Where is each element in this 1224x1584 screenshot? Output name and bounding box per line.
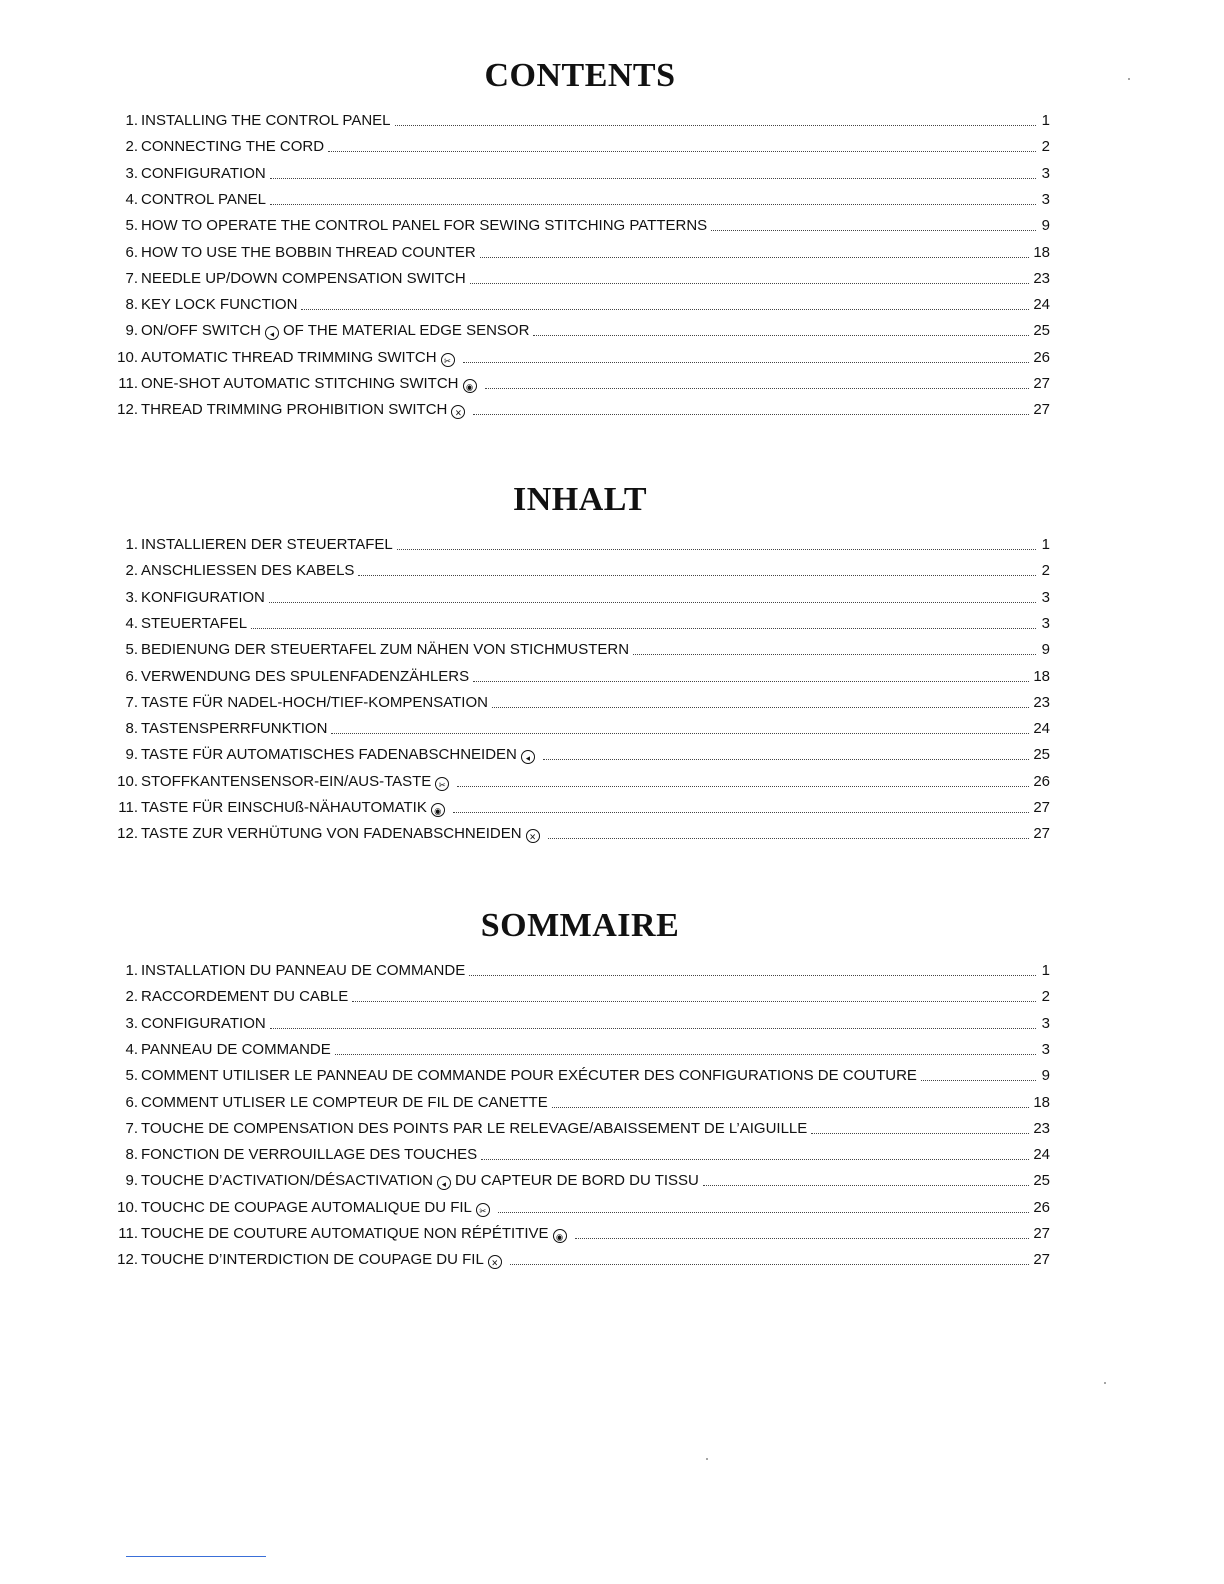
entry-label [138, 587, 265, 609]
entry-label [138, 560, 354, 582]
entry-label-text: PANNEAU DE COMMANDE [141, 1040, 331, 1058]
entry-label-text: COMMENT UTILISER LE PANNEAU DE COMMANDE POUR EXÉCUTER DES CONFIGURATIONS DE COUTURE [141, 1067, 917, 1085]
entry-page-number: 23 [1033, 693, 1050, 711]
toc-entry[interactable] [110, 1197, 1050, 1219]
toc-entry[interactable] [110, 268, 1050, 290]
dot-leader [811, 1133, 1029, 1134]
dot-leader [485, 388, 1030, 389]
toc-entry[interactable] [110, 110, 1050, 132]
toc-entry[interactable] [110, 242, 1050, 264]
dot-leader [481, 1159, 1029, 1160]
dot-leader [711, 230, 1036, 231]
entry-number: 11. [118, 1225, 138, 1242]
toc-entry[interactable] [110, 320, 1050, 342]
dot-leader [470, 283, 1030, 284]
entry-label-text: TASTE FÜR AUTOMATISCHES FADENABSCHNEIDEN [141, 746, 517, 764]
entry-number: 11. [118, 799, 138, 816]
entry-label-text: TOUCHE DE COMPENSATION DES POINTS PAR LE RELEVAGE/ABAISSEMENT DE L’AIGUILLE [141, 1119, 808, 1137]
toc-entry[interactable] [110, 136, 1050, 158]
toc-entry[interactable] [110, 1144, 1050, 1166]
entry-label-text: FONCTION DE VERROUILLAGE DES TOUCHES [141, 1146, 478, 1164]
toc-entry[interactable] [110, 1013, 1050, 1035]
entry-number: 7. [125, 269, 138, 287]
entry-label-text: VERWENDUNG DES SPULENFADENZÄHLERS [141, 667, 470, 685]
dot-leader [473, 414, 1029, 415]
entry-page-number: 18 [1033, 1093, 1050, 1111]
footer-rule [126, 1556, 266, 1557]
toc-entry[interactable] [110, 587, 1050, 609]
entry-number: 7. [125, 693, 138, 711]
dot-leader [331, 733, 1029, 734]
entry-label [138, 666, 469, 688]
entry-label-text: TASTE FÜR EINSCHUß-NÄHAUTOMATIK [141, 799, 427, 816]
toc-section [110, 56, 1050, 456]
entry-label-text: CONFIGURATION [141, 1014, 266, 1032]
entry-label-text: CONTROL PANEL [141, 190, 267, 208]
edge-sensor-icon: ◂ [437, 1176, 451, 1190]
toc-entry[interactable] [110, 744, 1050, 766]
toc-entry[interactable] [110, 986, 1050, 1008]
entry-page-number: 25 [1033, 322, 1050, 340]
entry-page-number: 27 [1033, 1225, 1050, 1242]
entry-label-text: TASTE FÜR NADEL-HOCH/TIEF-KOMPENSATION [141, 693, 488, 711]
entry-number: 6. [125, 667, 138, 685]
entry-label-text: INSTALLIEREN DER STEUERTAFEL [141, 536, 393, 553]
toc-entry[interactable] [110, 823, 1050, 845]
dot-leader [492, 707, 1029, 708]
dot-leader [328, 151, 1036, 152]
dot-leader [457, 786, 1029, 787]
entry-label [138, 399, 469, 421]
entry-number: 1. [125, 962, 138, 979]
entry-page-number: 24 [1033, 720, 1050, 738]
entry-page-number: 24 [1033, 1146, 1050, 1164]
dot-leader [533, 335, 1029, 336]
entry-label-text: RACCORDEMENT DU CABLE [141, 988, 349, 1006]
entry-number: 10. [117, 1198, 138, 1216]
entry-label [138, 639, 629, 661]
entry-page-number: 3 [1041, 1014, 1050, 1032]
dot-leader [358, 575, 1036, 576]
toc-entry[interactable] [110, 215, 1050, 237]
entry-number: 12. [117, 825, 138, 843]
entry-page-number: 18 [1033, 667, 1050, 685]
entry-page-number: 27 [1033, 799, 1050, 816]
entry-number: 8. [125, 1146, 138, 1164]
dot-leader [703, 1185, 1029, 1186]
trim-prohibit-icon: ✕ [451, 405, 465, 419]
dot-leader [552, 1107, 1030, 1108]
entry-label [138, 613, 247, 635]
entry-page-number: 3 [1041, 190, 1050, 208]
entry-page-number: 26 [1033, 348, 1050, 366]
entry-label-text: TASTENSPERRFUNKTION [141, 720, 328, 738]
entry-number: 5. [125, 1067, 138, 1085]
scan-speck [706, 1458, 708, 1460]
entry-label-text: KEY LOCK FUNCTION [141, 296, 298, 314]
entry-label [138, 718, 327, 740]
entry-page-number: 26 [1033, 772, 1050, 790]
entry-page-number: 25 [1033, 746, 1050, 764]
toc-section [110, 480, 1050, 880]
toc-entry[interactable] [110, 347, 1050, 369]
entry-label-text: CONNECTING THE CORD [141, 138, 325, 156]
entry-label-text: NEEDLE UP/DOWN COMPENSATION SWITCH [141, 269, 466, 287]
trim-prohibit-icon: ✕ [488, 1255, 502, 1269]
dot-leader [543, 759, 1029, 760]
dot-leader [301, 309, 1029, 310]
entry-number: 8. [125, 720, 138, 738]
entry-label-text: ONE-SHOT AUTOMATIC STITCHING SWITCH [141, 375, 459, 392]
entry-number: 7. [125, 1119, 138, 1137]
entry-page-number: 25 [1033, 1172, 1050, 1190]
entry-page-number: 24 [1033, 296, 1050, 314]
entry-label-continued: DU CAPTEUR DE BORD DU TISSU [454, 1172, 699, 1190]
thread-trim-icon: ✂ [476, 1203, 490, 1217]
entry-number: 4. [125, 190, 138, 208]
entry-label-text: STOFFKANTENSENSOR-EIN/AUS-TASTE [141, 772, 432, 790]
entry-label [138, 1144, 477, 1166]
entry-label [138, 534, 393, 556]
entry-label [138, 1013, 266, 1035]
toc-entry[interactable] [110, 1092, 1050, 1114]
dot-leader [453, 812, 1029, 813]
entry-page-number: 2 [1041, 562, 1050, 580]
entry-number: 9. [125, 1172, 138, 1190]
entry-label-continued: OF THE MATERIAL EDGE SENSOR [283, 322, 530, 340]
scan-speck [1104, 1382, 1106, 1384]
entry-page-number: 9 [1041, 641, 1050, 659]
entry-label-text: THREAD TRIMMING PROHIBITION SWITCH [141, 401, 448, 419]
entry-label [138, 347, 459, 369]
entry-label [138, 136, 324, 158]
one-shot-icon: ◉ [553, 1229, 567, 1243]
toc-entry[interactable] [110, 1170, 1050, 1192]
trim-prohibit-icon: ✕ [526, 829, 540, 843]
entry-number: 2. [125, 138, 138, 156]
entry-number: 3. [125, 164, 138, 182]
entry-page-number: 9 [1041, 217, 1050, 235]
entry-number: 10. [117, 348, 138, 366]
dot-leader [633, 654, 1036, 655]
entry-label [138, 1197, 494, 1219]
entry-label-text: TOUCHE D’INTERDICTION DE COUPAGE DU FIL [141, 1251, 484, 1269]
entry-label [138, 294, 297, 316]
dot-leader [269, 602, 1036, 603]
toc-entry[interactable] [110, 666, 1050, 688]
entry-page-number: 2 [1041, 138, 1050, 156]
entry-number: 4. [125, 614, 138, 632]
toc-entry[interactable] [110, 1039, 1050, 1061]
entry-label [138, 797, 449, 819]
entry-label [138, 1092, 548, 1114]
entry-label-text: AUTOMATIC THREAD TRIMMING SWITCH [141, 348, 437, 366]
entry-page-number: 9 [1041, 1067, 1050, 1085]
entry-page-number: 1 [1041, 536, 1050, 553]
entry-label [138, 823, 544, 845]
entry-label [138, 1065, 917, 1087]
entry-page-number: 27 [1033, 401, 1050, 419]
entry-label-text: ANSCHLIESSEN DES KABELS [141, 562, 355, 580]
toc-entry[interactable] [110, 294, 1050, 316]
scan-speck [1128, 78, 1130, 80]
dot-leader [335, 1054, 1036, 1055]
entry-page-number: 1 [1041, 962, 1050, 979]
entry-label [138, 986, 348, 1008]
toc-entry[interactable] [110, 560, 1050, 582]
entry-page-number: 3 [1041, 1040, 1050, 1058]
toc-entry[interactable] [110, 1065, 1050, 1087]
dot-leader [463, 362, 1030, 363]
entry-number: 3. [125, 1014, 138, 1032]
dot-leader [397, 549, 1036, 550]
toc-entry[interactable] [110, 1249, 1050, 1271]
entry-label [138, 692, 488, 714]
one-shot-icon: ◉ [431, 803, 445, 817]
entry-page-number: 2 [1041, 988, 1050, 1006]
entry-label-text: TASTE ZUR VERHÜTUNG VON FADENABSCHNEIDEN [141, 825, 522, 843]
thread-trim-icon: ✂ [441, 353, 455, 367]
dot-leader [498, 1212, 1029, 1213]
entry-number: 11. [118, 375, 138, 392]
entry-label-text: CONFIGURATION [141, 164, 266, 182]
entry-page-number: 23 [1033, 1119, 1050, 1137]
dot-leader [270, 204, 1036, 205]
entry-number: 3. [125, 588, 138, 606]
toc-entry[interactable] [110, 534, 1050, 556]
dot-leader [251, 628, 1036, 629]
dot-leader [469, 975, 1036, 976]
entry-number: 12. [117, 1251, 138, 1269]
entry-number: 10. [117, 772, 138, 790]
toc-entry[interactable] [110, 960, 1050, 982]
entry-label [138, 215, 707, 237]
entry-number: 12. [117, 401, 138, 419]
entry-number: 2. [125, 988, 138, 1006]
entry-label [138, 320, 529, 342]
entry-number: 5. [125, 641, 138, 659]
entry-number: 2. [125, 562, 138, 580]
section-title: INHALT [512, 481, 648, 518]
entry-page-number: 3 [1041, 614, 1050, 632]
entry-number: 5. [125, 217, 138, 235]
toc-entry[interactable] [110, 692, 1050, 714]
entry-label-text: TOUCHC DE COUPAGE AUTOMALIQUE DU FIL [141, 1198, 472, 1216]
entry-label-text: HOW TO OPERATE THE CONTROL PANEL FOR SEWING STITCHING PATTERNS [141, 217, 708, 235]
entry-number: 9. [125, 322, 138, 340]
entry-label-text: BEDIENUNG DER STEUERTAFEL ZUM NÄHEN VON STICHMUSTERN [141, 641, 630, 659]
entry-label-text: TOUCHE DE COUTURE AUTOMATIQUE NON RÉPÉTITIVE [141, 1225, 549, 1242]
entry-page-number: 27 [1033, 375, 1050, 392]
entry-page-number: 27 [1033, 825, 1050, 843]
entry-label [138, 1223, 571, 1245]
entry-label [138, 242, 476, 264]
entry-number: 4. [125, 1040, 138, 1058]
entry-page-number: 27 [1033, 1251, 1050, 1269]
entry-label [138, 189, 266, 211]
dot-leader [575, 1238, 1030, 1239]
entry-label [138, 771, 453, 793]
entry-number: 1. [125, 536, 138, 553]
entry-label [138, 1249, 506, 1271]
toc-entry[interactable] [110, 373, 1050, 395]
dot-leader [548, 838, 1030, 839]
dot-leader [921, 1080, 1036, 1081]
entry-number: 8. [125, 296, 138, 314]
entry-label [138, 744, 539, 766]
entry-label-text: KONFIGURATION [141, 588, 265, 606]
entry-label [138, 1118, 807, 1140]
dot-leader [480, 257, 1030, 258]
edge-sensor-icon: ◂ [265, 326, 279, 340]
dot-leader [270, 178, 1036, 179]
entry-label [138, 960, 465, 982]
toc-entry[interactable] [110, 163, 1050, 185]
entry-label [138, 1170, 699, 1192]
entry-number: 6. [125, 243, 138, 261]
dot-leader [395, 125, 1037, 126]
entry-label [138, 163, 266, 185]
entry-label [138, 110, 391, 132]
toc-entry[interactable] [110, 399, 1050, 421]
one-shot-icon: ◉ [463, 379, 477, 393]
entry-label-text: INSTALLING THE CONTROL PANEL [141, 112, 391, 129]
toc-entry[interactable] [110, 613, 1050, 635]
entry-label-text: TOUCHE D’ACTIVATION/DÉSACTIVATION [141, 1172, 433, 1190]
entry-page-number: 18 [1033, 243, 1050, 261]
toc-entry[interactable] [110, 639, 1050, 661]
section-title: CONTENTS [484, 57, 676, 94]
entry-label-text: INSTALLATION DU PANNEAU DE COMMANDE [141, 962, 466, 979]
entry-number: 9. [125, 746, 138, 764]
entry-page-number: 26 [1033, 1198, 1050, 1216]
toc-section [110, 906, 1050, 1306]
entry-label-text: ON/OFF SWITCH [141, 322, 261, 340]
entry-number: 1. [125, 112, 138, 129]
toc-entry[interactable] [110, 1223, 1050, 1245]
thread-trim-icon: ✂ [435, 777, 449, 791]
entry-label-text: HOW TO USE THE BOBBIN THREAD COUNTER [141, 243, 476, 261]
entry-label [138, 1039, 331, 1061]
entry-label [138, 268, 466, 290]
entry-number: 6. [125, 1093, 138, 1111]
entry-page-number: 3 [1041, 164, 1050, 182]
dot-leader [352, 1001, 1036, 1002]
entry-label-text: COMMENT UTLISER LE COMPTEUR DE FIL DE CANETTE [141, 1093, 548, 1111]
toc-entry[interactable] [110, 718, 1050, 740]
entry-page-number: 23 [1033, 269, 1050, 287]
edge-sensor-icon: ◂ [521, 750, 535, 764]
toc-entry[interactable] [110, 797, 1050, 819]
dot-leader [270, 1028, 1036, 1029]
entry-label-text: STEUERTAFEL [141, 614, 248, 632]
toc-entry[interactable] [110, 771, 1050, 793]
toc-entry[interactable] [110, 189, 1050, 211]
dot-leader [510, 1264, 1030, 1265]
dot-leader [473, 681, 1029, 682]
entry-page-number: 1 [1041, 112, 1050, 129]
entry-page-number: 3 [1041, 588, 1050, 606]
entry-label [138, 373, 481, 395]
toc-entry[interactable] [110, 1118, 1050, 1140]
section-title: SOMMAIRE [480, 907, 680, 944]
